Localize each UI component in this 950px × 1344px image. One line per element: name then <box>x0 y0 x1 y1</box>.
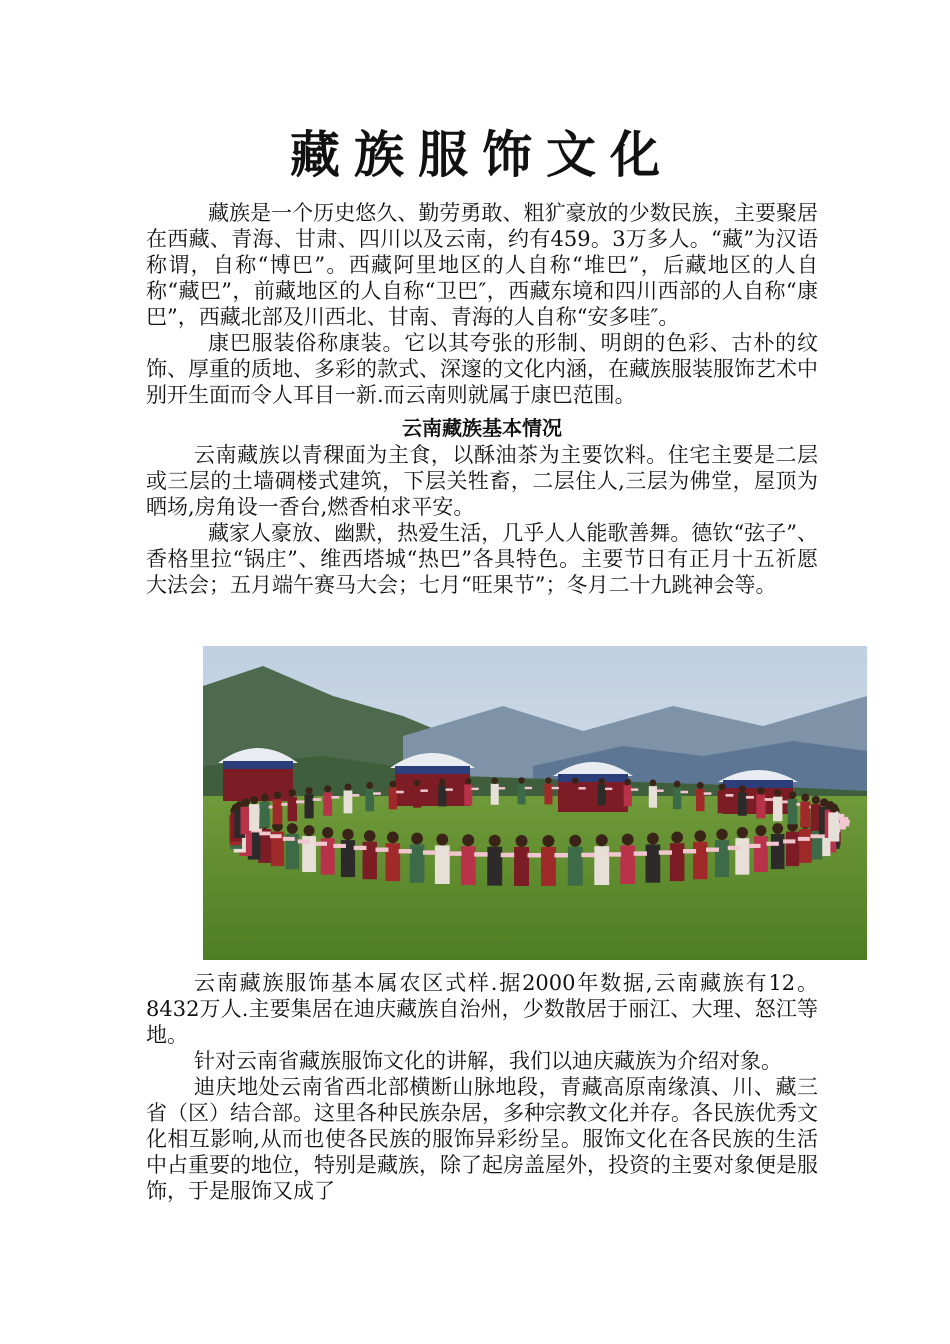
festival-dance-image <box>203 646 867 960</box>
paragraph-food-housing: 云南藏族以青稞面为主食，以酥油茶为主要饮料。住宅主要是二层或三层的土墙碉楼式建筑，下层关牲畜，二层住人,三层为佛堂，屋顶为晒场,房角设一香台,燃香柏求平安。 <box>146 443 818 519</box>
paragraph-intro: 藏族是一个历史悠久、勤劳勇敢、粗犷豪放的少数民族，主要聚居在西藏、青海、甘肃、四川以及云南，约有459。3万多人。“藏”为汉语称谓，自称“博巴”。西藏阿里地区的人自称“堆巴”，后藏地区的人自称“藏巴”，前藏地区的人自称“卫巴″，西藏东境和四川西部的人自称“康巴”，西藏北部及川西北、甘南、青海的人自称“安多哇″。 <box>146 201 818 329</box>
document-page-lower <box>146 970 818 1204</box>
dance-photo <box>203 646 867 960</box>
page-title: 藏族服饰文化 <box>290 125 674 184</box>
paragraph-festivals: 藏家人豪放、幽默，热爱生活，几乎人人能歌善舞。德钦“弦子”、香格里拉“锅庄”、维西塔城“热巴”各具特色。主要节日有正月十五祈愿大法会；五月端午赛马大会；七月“旺果节”；冬月二十九跳神会等。 <box>146 521 818 597</box>
paragraph-costume-type: 云南藏族服饰基本属农区式样.据2000年数据,云南藏族有12。8432万人.主要集居在迪庆藏族自治州，少数散居于丽江、大理、怒江等地。 <box>146 971 818 1047</box>
section-heading: 云南藏族基本情况 <box>402 416 562 440</box>
paragraph-diqing: 迪庆地处云南省西北部横断山脉地段，青藏高原南缘滇、川、藏三省（区）结合部。这里各种民族杂居，多种宗教文化并存。各民族优秀文化相互影响,从而也使各民族的服饰异彩纷呈。服饰文化在各民族的生活中占重要的地位，特别是藏族，除了起房盖屋外，投资的主要对象便是服饰，于是服饰又成了 <box>146 1075 818 1203</box>
paragraph-focus: 针对云南省藏族服饰文化的讲解，我们以迪庆藏族为介绍对象。 <box>194 1049 782 1073</box>
document-page <box>146 120 818 598</box>
paragraph-kang: 康巴服装俗称康装。它以其夸张的形制、明朗的色彩、古朴的纹饰、厚重的质地、多彩的款式、深邃的文化内涵，在藏族服装服饰艺术中别开生面而令人耳目一新.而云南则就属于康巴范围。 <box>146 331 818 407</box>
